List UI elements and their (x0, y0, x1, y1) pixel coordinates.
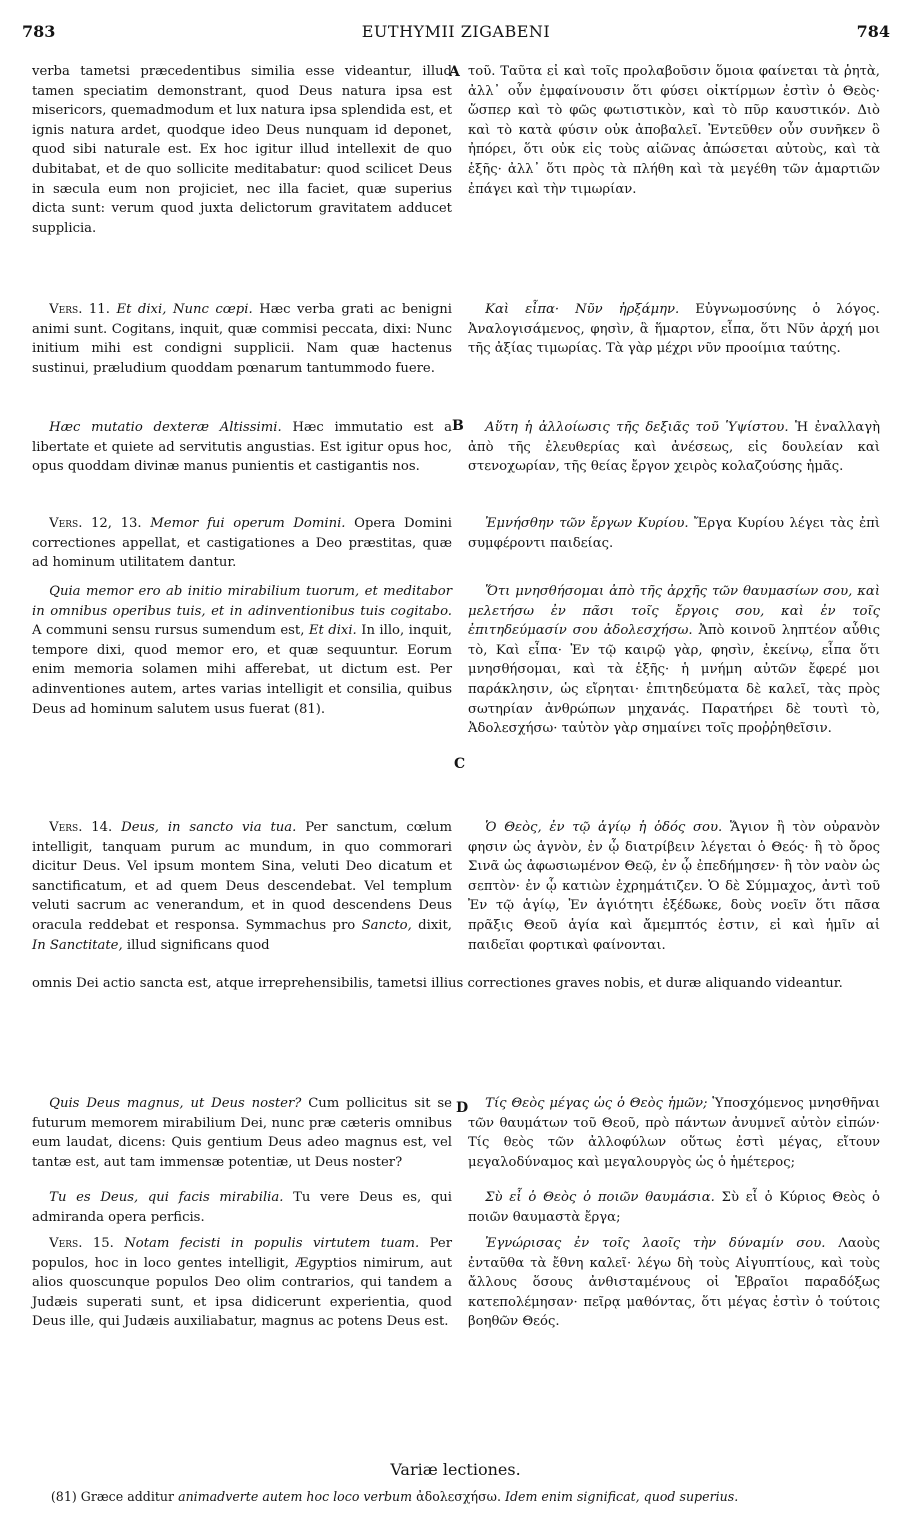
latin-section-5 (32, 582, 452, 725)
quoted-phrase: Et dixi. (308, 623, 357, 639)
verse-number: Vers. 12, 13. (49, 516, 142, 531)
greek-paragraph (468, 582, 880, 739)
commentary-text: Λαοὺς ἐνταῦθα τὰ ἔθνη καλεῖ· λέγω δὴ τοὺς Αἰγυπτίους, καὶ τοὺς ἄλλους ὅσους ἀνθισταμένους οἱ Ἑβραῖοι παραδόξως κατεπολέμησαν· πεῖρᾳ μαθόντας, ὅτι μέγας ἐστὶν ὁ τούτοις βοηθῶν Θεός. (468, 1236, 880, 1330)
greek-paragraph (468, 1094, 880, 1172)
running-title: EUTHYMII ZIGABENI (361, 22, 551, 41)
latin-section-9 (32, 1234, 452, 1338)
latin-paragraph (32, 514, 452, 573)
variae-lectiones-title: Variæ lectiones. (390, 1460, 521, 1479)
footnote-greek: ἀδολεσχήσω. (416, 1489, 501, 1504)
latin-section-3 (32, 418, 452, 483)
latin-paragraph (32, 1234, 452, 1332)
commentary-text: Ὑποσχόμενος μνησθῆναι τῶν θαυμάτων τοῦ Θεοῦ, πρὸ πάντων ἀνυμνεῖ αὐτὸν εἰπών· Τίς θεὸς τῶν ἀλλοφύλων οὕτως ἐστὶ μέγας, εἴτουν μεγαλοδύναμος καὶ μεγαλουργὸς ὡς ὁ ἡμέτερος; (468, 1096, 880, 1170)
verse-lemma: Hæc mutatio dexteræ Altissimi. (49, 420, 282, 435)
verse-lemma: Αὕτη ἡ ἀλλοίωσις τῆς δεξιᾶς τοῦ Ὑψίστου. (485, 420, 789, 435)
latin-paragraph (32, 418, 452, 477)
page-header (22, 22, 890, 50)
commentary-text: Opera Domini correctiones appellat, et castigationes a Deo præstitas, quæ ad hominum utilitatem dantur. (32, 516, 452, 571)
verse-lemma: Ἐγνώρισας ἐν τοῖς λαοῖς τὴν δύναμίν σου. (485, 1236, 826, 1251)
commentary-text: Ἔργα Κυρίου λέγει τὰς ἐπὶ συμφέροντι παιδείας. (468, 516, 880, 551)
latin-paragraph (32, 1094, 452, 1172)
verse-lemma: Τίς Θεὸς μέγας ὡς ὁ Θεὸς ἡμῶν; (485, 1096, 708, 1111)
commentary-text: Tu vere Deus es, qui admiranda opera perficis. (32, 1190, 452, 1225)
verse-lemma: Tu es Deus, qui facis mirabilia. (49, 1190, 284, 1205)
margin-letter-a: A (449, 64, 460, 80)
footnote-81 (32, 1488, 880, 1506)
verse-number: Vers. 15. (49, 1236, 114, 1251)
greek-section-3 (468, 418, 880, 483)
verse-lemma: Deus, in sancto via tua. (121, 820, 297, 835)
commentary-text: Εὐγνωμοσύνης ὁ λόγος. Ἀναλογισάμενος, φησὶν, ἃ ἥμαρτον, εἶπα, ὅτι Νῦν ἀρχή μοι τῆς ἀξίας τιμωρίας. Τὰ γὰρ μέχρι νῦν προοίμια ταύτης. (468, 302, 880, 357)
greek-section-2 (468, 300, 880, 365)
margin-letter-b: B (452, 418, 464, 434)
greek-paragraph: τοῦ. Ταῦτα εἰ καὶ τοῖς προλαβοῦσιν ὅμοια φαίνεται τὰ ῥητὰ, ἀλλ᾽ οὖν ἐμφαίνουσιν ὅτι φύσει οἰκτίρμων ἐστὶν ὁ Θεὸς· ὥσπερ καὶ τὸ φῶς φωτιστικὸν, καὶ τὸ πῦρ καυστικόν. Διὸ καὶ τὸ κατὰ φύσιν οὐκ ἀποβαλεῖ. Ἐντεῦθεν οὖν συνῆκεν ὃ ἠπόρει, ὅτι οὐκ εἰς τοὺς αἰῶνας ἀπώσεται αὐτοὺς, καὶ τὰ ἑξῆς· ἀλλ᾽ ὅτι πρὸς τὰ πλήθη καὶ τὰ μεγέθη τῶν ἁμαρτιῶν ἐπάγει καὶ τὴν τιμωρίαν. (468, 64, 880, 197)
latin-section-6 (32, 818, 452, 961)
verse-lemma: Σὺ εἶ ὁ Θεὸς ὁ ποιῶν θαυμάσια. (485, 1190, 715, 1205)
page-number-left: 783 (22, 22, 56, 41)
verse-number: Vers. 11. (49, 302, 110, 317)
latin-paragraph (32, 300, 452, 378)
greek-section-4 (468, 514, 880, 559)
verse-lemma: Ὅτι μνησθήσομαι ἀπὸ τῆς ἀρχῆς τῶν θαυμασίων σου, καὶ μελετήσω ἐν πᾶσι τοῖς ἔργοις σου, καὶ ἐν τοῖς ἐπιτηδεύμασίν σου ἀδολεσχήσω. (468, 584, 880, 639)
commentary-text: dixit, (418, 917, 452, 933)
commentary-text: Σὺ εἶ ὁ Κύριος Θεὸς ὁ ποιῶν θαυμαστὰ ἔργα; (468, 1190, 880, 1225)
greek-section-5 (468, 582, 880, 745)
greek-section-9 (468, 1234, 880, 1338)
commentary-text: Hæc immutatio est a libertate et quiete ad servitutis angustias. Est igitur opus hoc, opus quoddam divinæ manus punientis et castigantis nos. (32, 420, 453, 475)
commentary-text: Cum pollicitus sit se futurum memorem mirabilium Dei, nunc præ cæteris omnibus eum laudat, dicens: Quis gentium Deus adeo magnus est, vel tantæ est, aut tam immensæ potentiæ, ut Deus noster? (32, 1096, 452, 1170)
verse-lemma: Quia memor ero ab initio mirabilium tuorum, et meditabor in omnibus operibus tuis, et in adinventionibus tuis cogitabo. (32, 584, 452, 619)
commentary-text: Ἅγιον ἢ τὸν οὐρανὸν φησιν ὡς ἁγνὸν, ἐν ᾧ διατρίβειν λέγεται ὁ Θεός· ἢ τὸ ὄρος Σινᾶ ὡς ἀφωσιωμένον Θεῷ, ἐν ᾧ ἐπεδήμησεν· ἢ τὸν ναὸν ὡς σεπτὸν· ἐν ᾧ κατιὼν ἐχρημάτιζεν. Ὁ δὲ Σύμμαχος, ἀντὶ τοῦ Ἐν τῷ ἁγίῳ, Ἐν ἁγιότητι ἐξέδωκε, δοὺς νοεῖν ὅτι πᾶσα πρᾶξις Θεοῦ ἁγία καὶ ἄμεμπτός ἐστιν, εἰ καὶ ἡμῖν αἱ παιδεῖαι φορτικαὶ φαίνονται. (468, 820, 880, 953)
page-number-right: 784 (856, 22, 890, 41)
verse-lemma: Καὶ εἶπα· Νῦν ἠρξάμην. (485, 302, 680, 317)
greek-section-8 (468, 1188, 880, 1233)
latin-paragraph: verba tametsi præcedentibus similia esse videantur, illud tamen speciatim demonstrant, quod Deus natura ipsa est misericors, quemadmodum et lux natura ipsa splendida est, et ignis natura ardet, quodque ideo Deus nunquam id deponet, quod sibi naturale est. Ex hoc igitur illud intellexit de quo dubitabat, et de quo sollicite meditabatur: quod scilicet Deus in sæcula eum non projiciet, nec illa faciet, quæ superius dicta sunt: verum quod juxta delictorum gravitatem adducet supplicia. (32, 64, 452, 236)
greek-paragraph (468, 1188, 880, 1227)
greek-paragraph (468, 514, 880, 553)
verse-lemma: Ὁ Θεὸς, ἐν τῷ ἁγίῳ ἡ ὁδός σου. (485, 820, 723, 835)
margin-letter-c: C (454, 756, 466, 772)
latin-section-8 (32, 1188, 452, 1233)
commentary-text: Per sanctum, cœlum intelligit, tanquam purum ac mundum, in quo commorari dicitur Deus. Vel ipsum montem Sina, veluti Deo dicatum et sanctificatum, et ad quem Deus descendebat. Vel templum veluti sacrum ac venerandum, et in quod descendens Deus oracula reddebat et responsa. Symmachus pro (32, 820, 452, 933)
footnote-text: Græce additur (80, 1489, 175, 1504)
latin-paragraph (32, 1188, 452, 1227)
spanning-line: omnis Dei actio sancta est, atque irreprehensibilis, tametsi illius correctiones graves nobis, et duræ aliquando videantur. (32, 976, 843, 991)
greek-paragraph (468, 418, 880, 477)
footnote-italic: Idem enim significat, quod superius. (504, 1489, 739, 1504)
latin-section-2 (32, 300, 452, 384)
commentary-text: illud significans quod (126, 937, 270, 953)
latin-paragraph (32, 582, 452, 719)
verse-lemma: Quis Deus magnus, ut Deus noster? (49, 1096, 302, 1111)
greek-section-7 (468, 1094, 880, 1178)
greek-section-1 (468, 62, 880, 205)
quoted-phrase: In Sanctitate, (32, 937, 123, 953)
verse-lemma: Ἐμνήσθην τῶν ἔργων Κυρίου. (485, 516, 689, 531)
greek-paragraph (468, 818, 880, 955)
latin-paragraph (32, 818, 452, 955)
greek-section-6 (468, 818, 880, 961)
commentary-text: Hæc verba grati ac benigni animi sunt. Cogitans, inquit, quæ commisi peccata, dixi: Nunc initium mihi est condigni supplicii. Nam quæ hactenus sustinui, præludium quoddam pœnarum tantummodo fuere. (32, 302, 452, 376)
latin-section-4 (32, 514, 452, 579)
latin-section-7 (32, 1094, 452, 1178)
commentary-text: Ἀπὸ κοινοῦ ληπτέον αὖθις τὸ, Καὶ εἶπα· Ἐν τῷ καιρῷ γὰρ, φησὶν, ἐκείνῳ, εἶπα ὅτι μνησθήσομαι, καὶ τὰ ἑξῆς· ἡ μνήμη αὐτῶν ἔφερέ μοι παράκλησιν, ὡς εἴρηται· ἐπιτηδεύματα δὲ καλεῖ, τὰς πρὸς σωτηρίαν ἀνθρώπων μηχανάς. Παρατήρει δὲ τουτὶ τὸ, Ἀδολεσχήσω· ταὐτὸν γὰρ σημαίνει τοῖς προῤῥηθεῖσιν. (468, 623, 880, 737)
commentary-text: In illo, inquit, tempore dixi, quod memor ero, et quæ sequuntur. Eorum enim memoria solamen mihi afferebat, ut dictum est. Per adinventiones autem, artes varias intelligit et consilia, quibus Deus ad hominum salutem usus fuerat (81). (32, 623, 452, 717)
commentary-text: Ἡ ἐναλλαγὴ ἀπὸ τῆς ἐλευθερίας καὶ ἀνέσεως, εἰς δουλείαν καὶ στενοχωρίαν, τῆς θείας ἔργον χειρὸς κολαζούσης ἡμᾶς. (468, 420, 880, 475)
verse-number: Vers. 14. (49, 820, 113, 835)
commentary-text: Per populos, hoc in loco gentes intelligit, Ægyptios nimirum, aut alios quoscunque populos Deo olim contrarios, qui tandem a Judæis superati sunt, et ipsa didicerunt experientia, quod Deus ille, qui Judæis auxiliabatur, magnus ac potens Deus est. (32, 1236, 452, 1330)
verse-lemma: Memor fui operum Domini. (150, 516, 346, 531)
quoted-phrase: Sancto, (361, 917, 412, 933)
margin-letter-d: D (456, 1100, 469, 1116)
verse-lemma: Et dixi, Nunc cœpi. (116, 302, 253, 317)
footnote-italic: animadverte autem hoc loco verbum (178, 1489, 413, 1504)
greek-paragraph (468, 300, 880, 359)
greek-paragraph (468, 1234, 880, 1332)
footnote-number: (81) (50, 1489, 77, 1504)
verse-lemma: Notam fecisti in populis virtutem tuam. (124, 1236, 420, 1251)
commentary-text: A communi sensu rursus sumendum est, (32, 623, 305, 639)
latin-section-1 (32, 62, 452, 244)
